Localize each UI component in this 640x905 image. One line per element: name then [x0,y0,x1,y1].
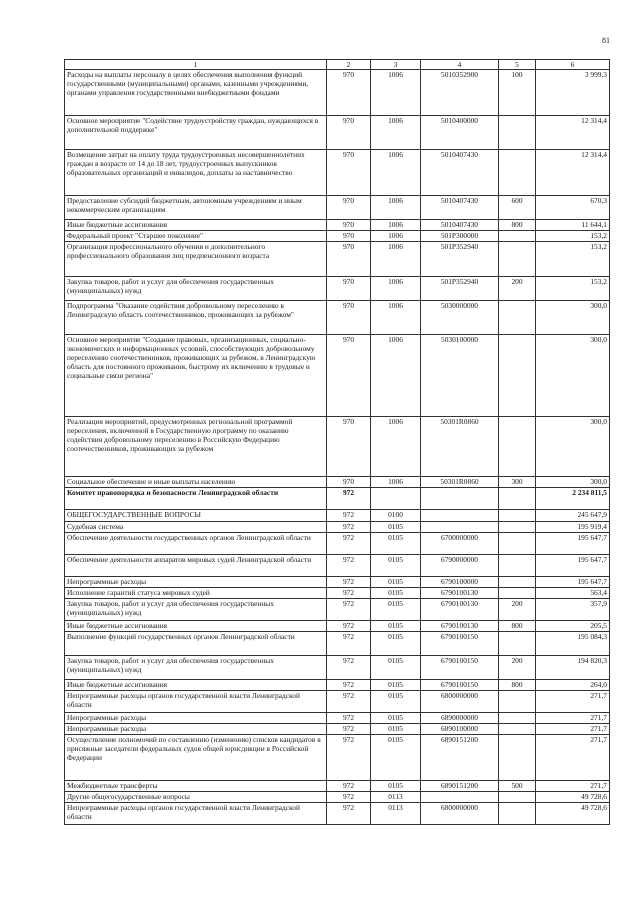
table-row [65,724,610,735]
row-ministry-code: 970 [327,477,371,488]
row-name: Непрограммные расходы [65,724,327,735]
row-ministry-code: 972 [327,621,371,632]
row-name: Федеральный проект "Старшее поколение" [65,231,327,242]
row-target-code: 6790100130 [421,599,499,621]
row-section-code: 0113 [371,803,421,825]
row-section-code: 1006 [371,220,421,231]
row-expense-type [499,335,536,417]
row-name: Иные бюджетные ассигнования [65,621,327,632]
table-row [65,242,610,277]
row-name: Закупка товаров, работ и услуг для обеспечения государственных (муниципальных) нужд [65,277,327,301]
row-expense-type [499,231,536,242]
row-target-code: 5030000000 [421,301,499,335]
row-target-code: 6790100130 [421,588,499,599]
table-row [65,691,610,713]
row-section-code: 0105 [371,621,421,632]
row-section-code: 1006 [371,335,421,417]
row-target-code: 5010400000 [421,116,499,150]
row-section-code: 0100 [371,510,421,522]
row-section-code: 0105 [371,555,421,577]
row-amount: 153,2 [536,242,610,277]
row-name: Социальное обеспечение и иные выплаты населению [65,477,327,488]
row-name: Осуществление полномочий по составлению (изменению) списков кандидатов в присяжные заседатели федеральных судов общей юрисдикции в Российской Федерации [65,735,327,781]
row-target-code [421,522,499,533]
row-name: Основное мероприятие "Содействие трудоустройству граждан, нуждающихся в дополнительной поддержке" [65,116,327,150]
row-section-code [371,488,421,510]
row-name: Непрограммные расходы [65,713,327,724]
row-target-code: 501P352940 [421,242,499,277]
row-ministry-code: 972 [327,599,371,621]
row-amount: 300,0 [536,477,610,488]
row-target-code: 6800000000 [421,691,499,713]
row-section-code: 1006 [371,231,421,242]
row-target-code: 6790000000 [421,555,499,577]
row-amount: 49 728,6 [536,792,610,803]
header-col-5: 5 [499,60,536,70]
table-row [65,621,610,632]
table-row [65,735,610,781]
table-header-row [65,60,610,70]
table-row [65,150,610,196]
row-expense-type: 300 [499,477,536,488]
row-target-code: 6790100150 [421,680,499,691]
row-ministry-code: 970 [327,150,371,196]
header-col-2: 2 [327,60,371,70]
row-target-code: 5010407430 [421,196,499,220]
row-ministry-code: 970 [327,70,371,116]
row-section-code: 0105 [371,599,421,621]
row-name: Исполнение гарантий статуса мировых судей [65,588,327,599]
row-expense-type: 200 [499,599,536,621]
table-row [65,656,610,680]
row-ministry-code: 970 [327,242,371,277]
row-name: Непрограммные расходы органов государственной власти Ленинградской области [65,691,327,713]
row-section-code: 0105 [371,680,421,691]
table-row [65,116,610,150]
row-name: Иные бюджетные ассигнования [65,220,327,231]
row-amount: 195 647,7 [536,555,610,577]
table-row [65,577,610,588]
row-ministry-code: 970 [327,116,371,150]
row-amount: 195 647,7 [536,577,610,588]
row-target-code: 501P352940 [421,277,499,301]
row-ministry-code: 970 [327,335,371,417]
table-row [65,599,610,621]
row-name: Закупка товаров, работ и услуг для обеспечения государственных (муниципальных) нужд [65,656,327,680]
row-name: Реализация мероприятий, предусмотренных региональной программой переселения, включенной в Государственную программу по оказанию содействия добровольному переселению в Российскую Федерацию соотечественников, проживающих за рубежом [65,417,327,477]
row-amount: 264,0 [536,680,610,691]
row-section-code: 0105 [371,691,421,713]
row-ministry-code: 972 [327,488,371,510]
row-ministry-code: 972 [327,632,371,656]
table-row [65,781,610,792]
row-amount: 271,7 [536,735,610,781]
row-name: Непрограммные расходы [65,577,327,588]
table-row [65,231,610,242]
table-row [65,533,610,555]
row-expense-type [499,632,536,656]
table-row [65,803,610,825]
row-name: Возмещение затрат на оплату труда трудоустроенных несовершеннолетних граждан в возрасте от 14 до 18 лет, трудоустроенных выпускников образовательных организаций и инвалидов, доплаты за наставничество [65,150,327,196]
table-row [65,477,610,488]
row-ministry-code: 972 [327,735,371,781]
row-section-code: 1006 [371,242,421,277]
row-name: Расходы на выплаты персоналу в целях обеспечения выполнения функций государственными (муниципальными) органами, казенными учреждениями, органами управления государственными внебюджетными фондами [65,70,327,116]
row-expense-type: 100 [499,70,536,116]
row-amount: 49 728,6 [536,803,610,825]
row-amount: 271,7 [536,713,610,724]
row-section-code: 0105 [371,713,421,724]
row-section-code: 1006 [371,301,421,335]
header-col-1: 1 [65,60,327,70]
row-section-code: 0105 [371,577,421,588]
row-section-code: 1006 [371,277,421,301]
row-name: Непрограммные расходы органов государственной власти Ленинградской области [65,803,327,825]
row-name: Другие общегосударственные вопросы [65,792,327,803]
row-target-code: 6790100150 [421,656,499,680]
row-expense-type: 800 [499,621,536,632]
row-ministry-code: 972 [327,803,371,825]
row-section-code: 1006 [371,477,421,488]
row-name: Основное мероприятие "Создание правовых, организационных, социально-экономических и информационных условий, способствующих добровольному переселению соотечественников, проживающих за рубежом, в Ленинградскую область для постоянного проживания, быстрому их включению в трудовые и социальные связи региона" [65,335,327,417]
row-name: Судебная система [65,522,327,533]
table-row [65,522,610,533]
row-amount: 194 820,3 [536,656,610,680]
row-name: Подпрограмма "Оказание содействия добровольному переселению в Ленинградскую область соотечественников, проживающих за рубежом" [65,301,327,335]
row-expense-type: 600 [499,196,536,220]
row-target-code: 5030100000 [421,335,499,417]
row-expense-type [499,522,536,533]
row-target-code: 5010352900 [421,70,499,116]
row-amount: 12 314,4 [536,150,610,196]
row-target-code: 501P300000 [421,231,499,242]
row-name: Организация профессионального обучения и дополнительного профессионального образования лиц предпенсионного возраста [65,242,327,277]
row-ministry-code: 970 [327,231,371,242]
row-expense-type: 200 [499,277,536,301]
table-row [65,417,610,477]
table-row [65,555,610,577]
row-ministry-code: 972 [327,656,371,680]
row-expense-type: 200 [499,656,536,680]
row-amount: 12 314,4 [536,116,610,150]
row-amount: 357,9 [536,599,610,621]
row-amount: 195 647,7 [536,533,610,555]
row-target-code: 5010407430 [421,150,499,196]
row-amount: 153,2 [536,231,610,242]
row-expense-type: 500 [499,781,536,792]
row-target-code [421,510,499,522]
row-expense-type [499,724,536,735]
row-expense-type [499,301,536,335]
row-expense-type [499,116,536,150]
budget-table [64,59,610,825]
table-row [65,70,610,116]
row-ministry-code: 972 [327,522,371,533]
row-ministry-code: 970 [327,301,371,335]
row-target-code [421,792,499,803]
row-section-code: 1006 [371,196,421,220]
table-row [65,220,610,231]
row-amount: 271,7 [536,724,610,735]
row-name: Предоставление субсидий бюджетным, автономным учреждениям и иным некоммерческим организациям [65,196,327,220]
row-expense-type [499,533,536,555]
row-amount: 300,0 [536,417,610,477]
row-target-code: 6800000000 [421,803,499,825]
row-amount: 300,0 [536,335,610,417]
row-target-code [421,488,499,510]
row-ministry-code: 972 [327,533,371,555]
row-ministry-code: 972 [327,724,371,735]
row-amount: 271,7 [536,691,610,713]
row-name: Обеспечение деятельности государственных органов Ленинградской области [65,533,327,555]
row-expense-type: 800 [499,680,536,691]
table-row [65,713,610,724]
table-row [65,792,610,803]
row-expense-type [499,488,536,510]
table-row [65,588,610,599]
row-target-code: 6890000000 [421,713,499,724]
row-ministry-code: 972 [327,781,371,792]
header-col-6: 6 [536,60,610,70]
row-amount: 300,0 [536,301,610,335]
row-ministry-code: 972 [327,577,371,588]
header-col-4: 4 [421,60,499,70]
row-name: Обеспечение деятельности аппаратов мировых судей Ленинградской области [65,555,327,577]
row-amount: 3 999,3 [536,70,610,116]
row-section-code: 0105 [371,781,421,792]
row-expense-type [499,555,536,577]
row-section-code: 1006 [371,70,421,116]
row-target-code: 6700000000 [421,533,499,555]
row-ministry-code: 970 [327,277,371,301]
table-row [65,277,610,301]
row-name: Иные бюджетные ассигнования [65,680,327,691]
row-amount: 11 644,1 [536,220,610,231]
row-expense-type [499,577,536,588]
row-ministry-code: 970 [327,196,371,220]
row-amount: 2 234 811,5 [536,488,610,510]
row-amount: 271,7 [536,781,610,792]
table-row [65,632,610,656]
row-ministry-code: 972 [327,510,371,522]
row-expense-type [499,242,536,277]
table-row [65,680,610,691]
row-name: ОБЩЕГОСУДАРСТВЕННЫЕ ВОПРОСЫ [65,510,327,522]
row-name: Выполнение функций государственных органов Ленинградской области [65,632,327,656]
table-row [65,488,610,510]
row-ministry-code: 970 [327,417,371,477]
row-ministry-code: 972 [327,588,371,599]
row-amount: 245 647,9 [536,510,610,522]
table-row [65,196,610,220]
row-name: Межбюджетные трансферты [65,781,327,792]
row-amount: 195 919,4 [536,522,610,533]
row-expense-type [499,803,536,825]
row-target-code: 6790100000 [421,577,499,588]
row-expense-type [499,150,536,196]
row-name: Комитет правопорядка и безопасности Ленинградской области [65,488,327,510]
row-section-code: 0105 [371,522,421,533]
row-expense-type [499,713,536,724]
row-amount: 205,5 [536,621,610,632]
row-ministry-code: 970 [327,220,371,231]
table-row [65,510,610,522]
page-number: 81 [602,36,610,45]
row-target-code: 5010407430 [421,220,499,231]
row-target-code: 6790100150 [421,632,499,656]
row-target-code: 6790100130 [421,621,499,632]
row-amount: 670,3 [536,196,610,220]
row-section-code: 1006 [371,417,421,477]
row-expense-type [499,588,536,599]
row-section-code: 0105 [371,724,421,735]
row-target-code: 6890100000 [421,724,499,735]
row-ministry-code: 972 [327,713,371,724]
row-target-code: 6890151200 [421,781,499,792]
row-section-code: 0105 [371,588,421,599]
row-amount: 153,2 [536,277,610,301]
table-row [65,335,610,417]
row-expense-type [499,792,536,803]
row-expense-type [499,691,536,713]
row-ministry-code: 972 [327,792,371,803]
row-ministry-code: 972 [327,680,371,691]
row-expense-type [499,735,536,781]
row-section-code: 1006 [371,116,421,150]
row-amount: 195 084,3 [536,632,610,656]
row-section-code: 0105 [371,735,421,781]
row-ministry-code: 972 [327,555,371,577]
row-target-code: 50301R0860 [421,417,499,477]
row-name: Закупка товаров, работ и услуг для обеспечения государственных (муниципальных) нужд [65,599,327,621]
row-section-code: 0105 [371,656,421,680]
row-expense-type [499,417,536,477]
row-ministry-code: 972 [327,691,371,713]
row-section-code: 0105 [371,632,421,656]
header-col-3: 3 [371,60,421,70]
row-section-code: 0105 [371,533,421,555]
row-amount: 563,4 [536,588,610,599]
table-row [65,301,610,335]
row-target-code: 6890151200 [421,735,499,781]
row-target-code: 50301R0860 [421,477,499,488]
row-section-code: 1006 [371,150,421,196]
row-section-code: 0113 [371,792,421,803]
row-expense-type: 800 [499,220,536,231]
row-expense-type [499,510,536,522]
